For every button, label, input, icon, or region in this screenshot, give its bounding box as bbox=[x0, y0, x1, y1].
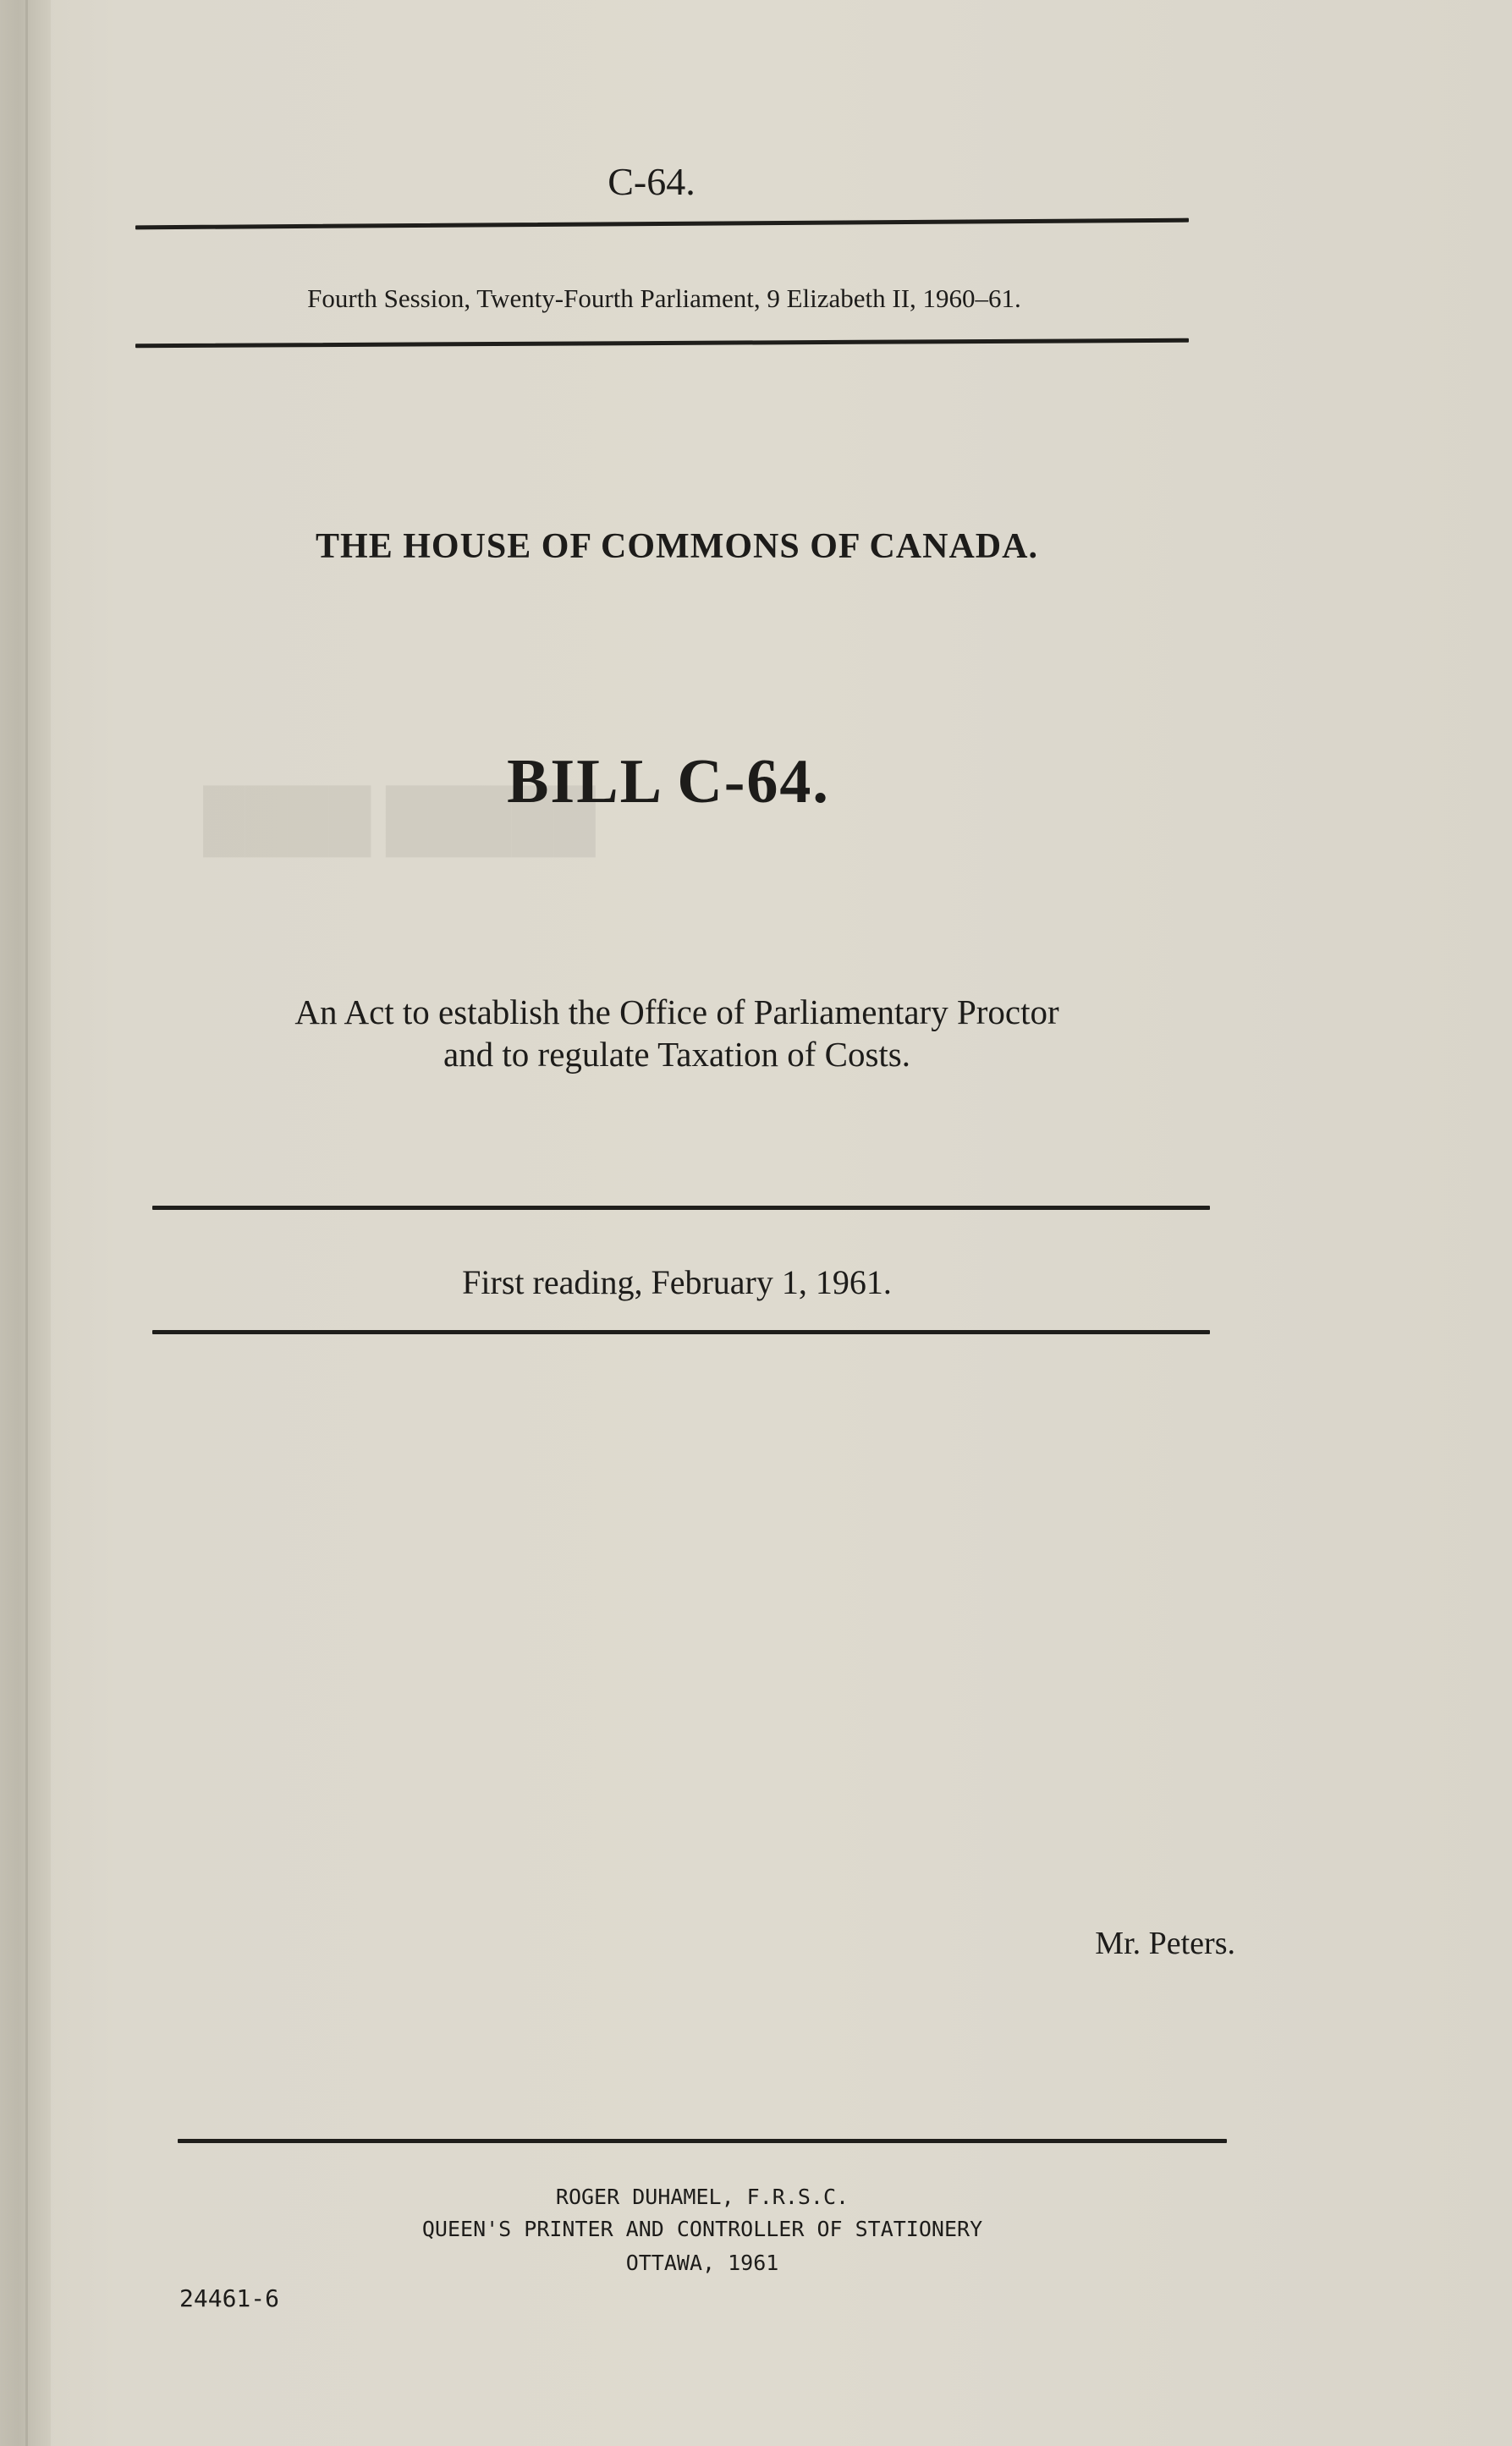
session-line: Fourth Session, Twenty-Fourth Parliament, 9 Elizabeth II, 1960–61. bbox=[307, 283, 1021, 313]
printer-location: OTTAWA, 1961 bbox=[625, 2251, 779, 2275]
house-heading: THE HOUSE OF COMMONS OF CANADA. bbox=[316, 527, 1038, 566]
sponsor-name: Mr. Peters. bbox=[1095, 1926, 1235, 1961]
spine-edge-line bbox=[25, 0, 28, 2446]
top-rule-1 bbox=[135, 218, 1189, 230]
act-description-line-1: An Act to establish the Office of Parliamentary Proctor bbox=[294, 992, 1059, 1031]
bill-title: BILL C-64. bbox=[507, 747, 830, 816]
plate-number: 24461-6 bbox=[179, 2284, 280, 2312]
bill-number-header: C-64. bbox=[608, 160, 696, 203]
act-description-line-2: and to regulate Taxation of Costs. bbox=[443, 1035, 911, 1074]
bleed-through-text: █████ ████ bbox=[203, 788, 596, 853]
top-rule-2 bbox=[135, 338, 1189, 349]
first-reading-line: First reading, February 1, 1961. bbox=[462, 1263, 892, 1301]
bottom-rule bbox=[178, 2139, 1227, 2143]
printer-name: ROGER DUHAMEL, F.R.S.C. bbox=[555, 2185, 849, 2209]
middle-rule-1 bbox=[152, 1206, 1210, 1210]
middle-rule-2 bbox=[152, 1330, 1210, 1334]
printer-title: QUEEN'S PRINTER AND CONTROLLER OF STATIONERY bbox=[421, 2217, 983, 2241]
